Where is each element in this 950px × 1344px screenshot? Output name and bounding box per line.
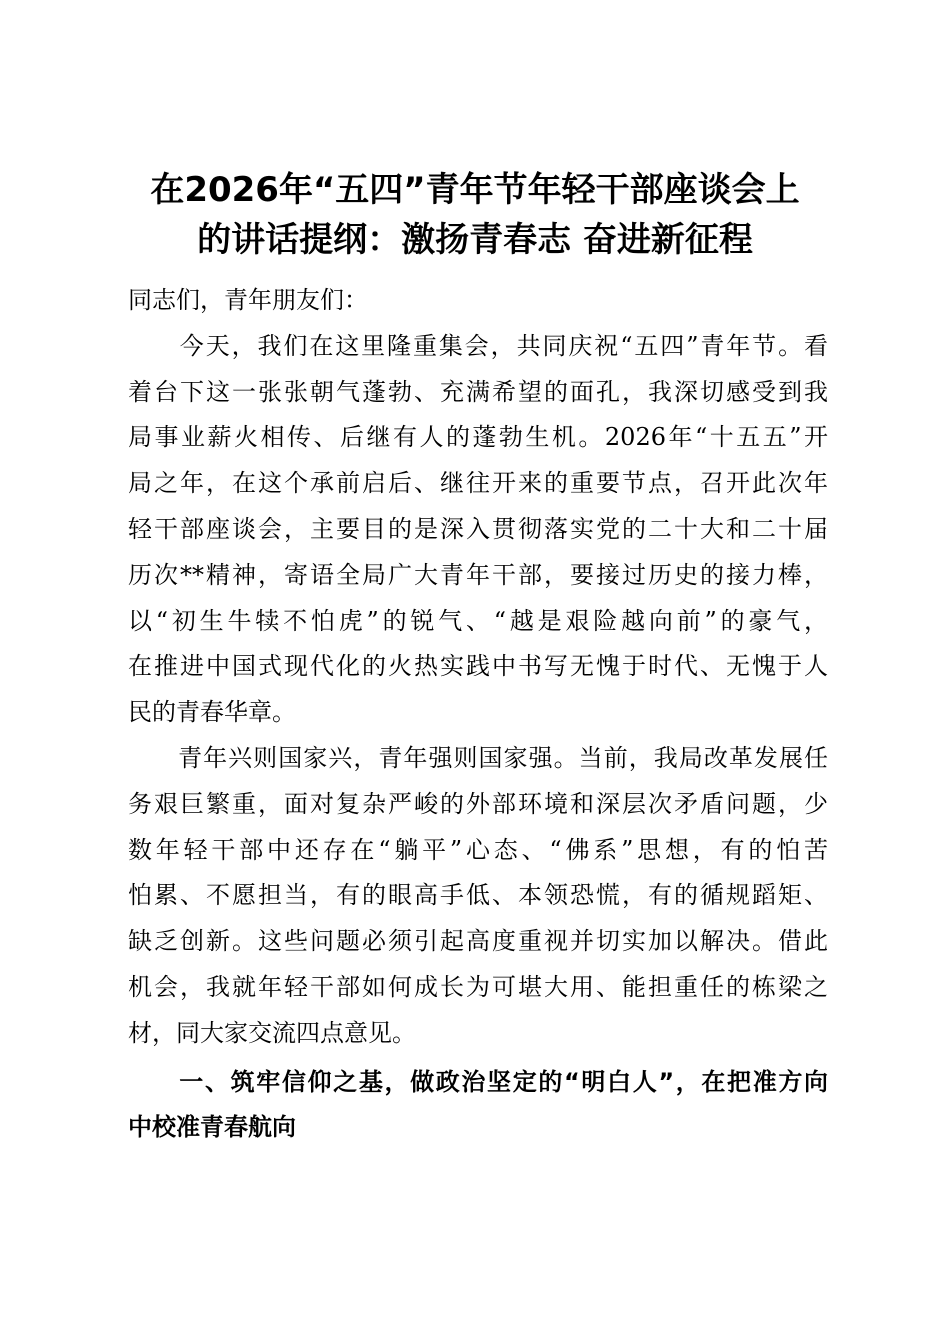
salutation: 同志们，青年朋友们：	[128, 286, 368, 314]
title-line: 的讲话提纲：激扬青春志 奋进新征程	[197, 220, 753, 260]
section-heading-1	[128, 1060, 828, 1152]
paragraph-line: 着台下这一张张朝气蓬勃、充满希望的面孔，我深切感受到我	[128, 377, 828, 406]
paragraph-line: 历次**精神，寄语全局广大青年干部，要接过历史的接力棒，	[128, 560, 828, 589]
paragraph-line: 在推进中国式现代化的火热实践中书写无愧于时代、无愧于人	[128, 652, 828, 681]
paragraph-line: 以“初生牛犊不怕虎”的锐气、“越是艰险越向前”的豪气，	[128, 606, 828, 635]
paragraph-context	[128, 736, 828, 1057]
paragraph-line: 怕累、不愿担当，有的眼高手低、本领恐慌，有的循规蹈矩、	[128, 881, 828, 910]
paragraph-line: 务艰巨繁重，面对复杂严峻的外部环境和深层次矛盾问题，少	[128, 789, 828, 818]
paragraph-line: 青年兴则国家兴，青年强则国家强。当前，我局改革发展任	[128, 743, 828, 772]
paragraph-line: 局事业薪火相传、后继有人的蓬勃生机。2026年“十五五”开	[128, 423, 828, 452]
paragraph-line: 机会，我就年轻干部如何成长为可堪大用、能担重任的栋梁之	[128, 972, 828, 1001]
heading-line: 中校准青春航向	[128, 1113, 296, 1142]
paragraph-line: 数年轻干部中还存在“躺平”心态、“佛系”思想，有的怕苦	[128, 835, 828, 864]
paragraph-line: 材，同大家交流四点意见。	[128, 1018, 416, 1047]
paragraph-opening	[128, 324, 828, 736]
document-title	[120, 165, 830, 265]
paragraph-line: 民的青春华章。	[128, 698, 296, 727]
title-line: 在2026年“五四”青年节年轻干部座谈会上	[150, 170, 800, 210]
heading-line: 一、筑牢信仰之基，做政治坚定的“明白人”，在把准方向	[128, 1067, 828, 1096]
paragraph-line: 局之年，在这个承前启后、继往开来的重要节点，召开此次年	[128, 469, 828, 498]
paragraph-line: 轻干部座谈会，主要目的是深入贯彻落实党的二十大和二十届	[128, 514, 828, 543]
document-body	[128, 278, 828, 1151]
paragraph-line: 今天，我们在这里隆重集会，共同庆祝“五四”青年节。看	[128, 331, 828, 360]
paragraph-line: 缺乏创新。这些问题必须引起高度重视并切实加以解决。借此	[128, 927, 828, 956]
